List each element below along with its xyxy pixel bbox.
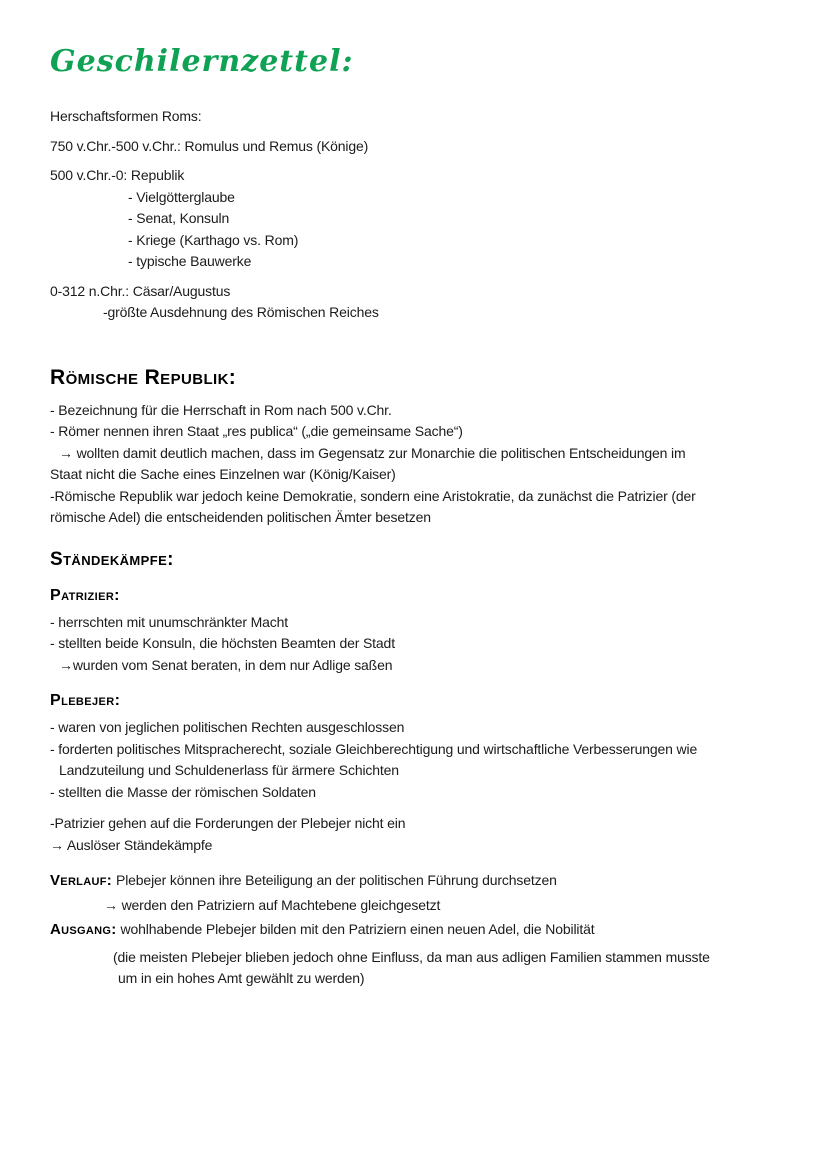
conflict-text-line: -Patrizier gehen auf die Forderungen der Plebejer nicht ein <box>50 815 406 831</box>
verlauf-sub-line: → werden den Patriziern auf Machtebene gleichgesetzt <box>104 896 441 913</box>
timeline-item: - typische Bauwerke <box>128 253 252 269</box>
timeline-republic-lead: 500 v.Chr.-0: Republik <box>50 167 185 183</box>
intro-heading: Herschaftsformen Roms: <box>50 108 202 124</box>
plebejer-text-line: Landzuteilung und Schuldenerlass für ärmere Schichten <box>59 762 399 778</box>
conflict-paragraph <box>50 813 792 856</box>
timeline-item: - Vielgötterglaube <box>128 188 235 205</box>
plebejer-paragraph <box>50 717 792 803</box>
patrizier-paragraph <box>50 612 792 677</box>
page-title: Geschilernzettel: <box>50 44 354 79</box>
republik-text-line: -Römische Republik war jedoch keine Demokratie, sondern eine Aristokratie, da zunächst die Patrizier (der <box>50 487 696 504</box>
ausgang-label: Ausgang: <box>50 921 117 938</box>
plebejer-text-line: - stellten die Masse der römischen Soldaten <box>50 783 316 800</box>
republik-text-line: - Bezeichnung für die Herrschaft in Rom nach 500 v.Chr. <box>50 401 392 418</box>
patrizier-text-line: - stellten beide Konsuln, die höchsten Beamten der Stadt <box>50 635 395 651</box>
patrizier-text-line: - herrschten mit unumschränkter Macht <box>50 613 288 630</box>
section-heading-roemische-republik: Römische Republik: <box>50 365 237 389</box>
timeline-kings-line: 750 v.Chr.-500 v.Chr.: Romulus und Remus (Könige) <box>50 137 369 154</box>
republik-paragraph <box>50 400 792 529</box>
plebejer-text-line: - forderten politisches Mitspracherecht, soziale Gleichberechtigung und wirtschaftliche Verbesserungen wie <box>50 740 698 757</box>
verlauf-label: Verlauf: <box>50 872 113 889</box>
subsection-heading-plebejer: Plebejer: <box>50 692 121 709</box>
republik-text-line: → wollten damit deutlich machen, dass im Gegensatz zur Monarchie die politischen Entscheidungen im <box>59 444 686 461</box>
republik-text-line: - Römer nennen ihren Staat „res publica“ („die gemeinsame Sache“) <box>50 423 463 439</box>
subsection-heading-patrizier: Patrizier: <box>50 586 120 604</box>
conflict-text-line: → Auslöser Ständekämpfe <box>50 836 213 853</box>
ausgang-line <box>50 919 792 941</box>
republik-text-line: Staat nicht die Sache eines Einzelnen war (König/Kaiser) <box>50 466 396 482</box>
ausgang-sub-line: um in ein hohes Amt gewählt zu werden) <box>118 970 365 986</box>
patrizier-text-line: →wurden vom Senat beraten, in dem nur Adlige saßen <box>59 656 393 673</box>
section-heading-staendekaempfe: Ständekämpfe: <box>50 548 174 570</box>
verlauf-line <box>50 870 792 892</box>
timeline-caesar-detail: -größte Ausdehnung des Römischen Reiches <box>103 304 379 320</box>
timeline-item: - Kriege (Karthago vs. Rom) <box>128 231 299 248</box>
timeline-republic-items <box>50 187 792 273</box>
verlauf-text: Plebejer können ihre Beteiligung an der politischen Führung durchsetzen <box>116 872 557 888</box>
timeline-item: - Senat, Konsuln <box>128 210 230 226</box>
ausgang-sub-line: (die meisten Plebejer blieben jedoch ohne Einfluss, da man aus adligen Familien stammen musste <box>113 948 710 965</box>
republik-text-line: römische Adel) die entscheidenden politischen Ämter besetzen <box>50 509 431 525</box>
plebejer-text-line: - waren von jeglichen politischen Rechten ausgeschlossen <box>50 719 405 735</box>
ausgang-text: wohlhabende Plebejer bilden mit den Patriziern einen neuen Adel, die Nobilität <box>120 921 595 937</box>
timeline-caesar-lead: 0-312 n.Chr.: Cäsar/Augustus <box>50 282 231 299</box>
